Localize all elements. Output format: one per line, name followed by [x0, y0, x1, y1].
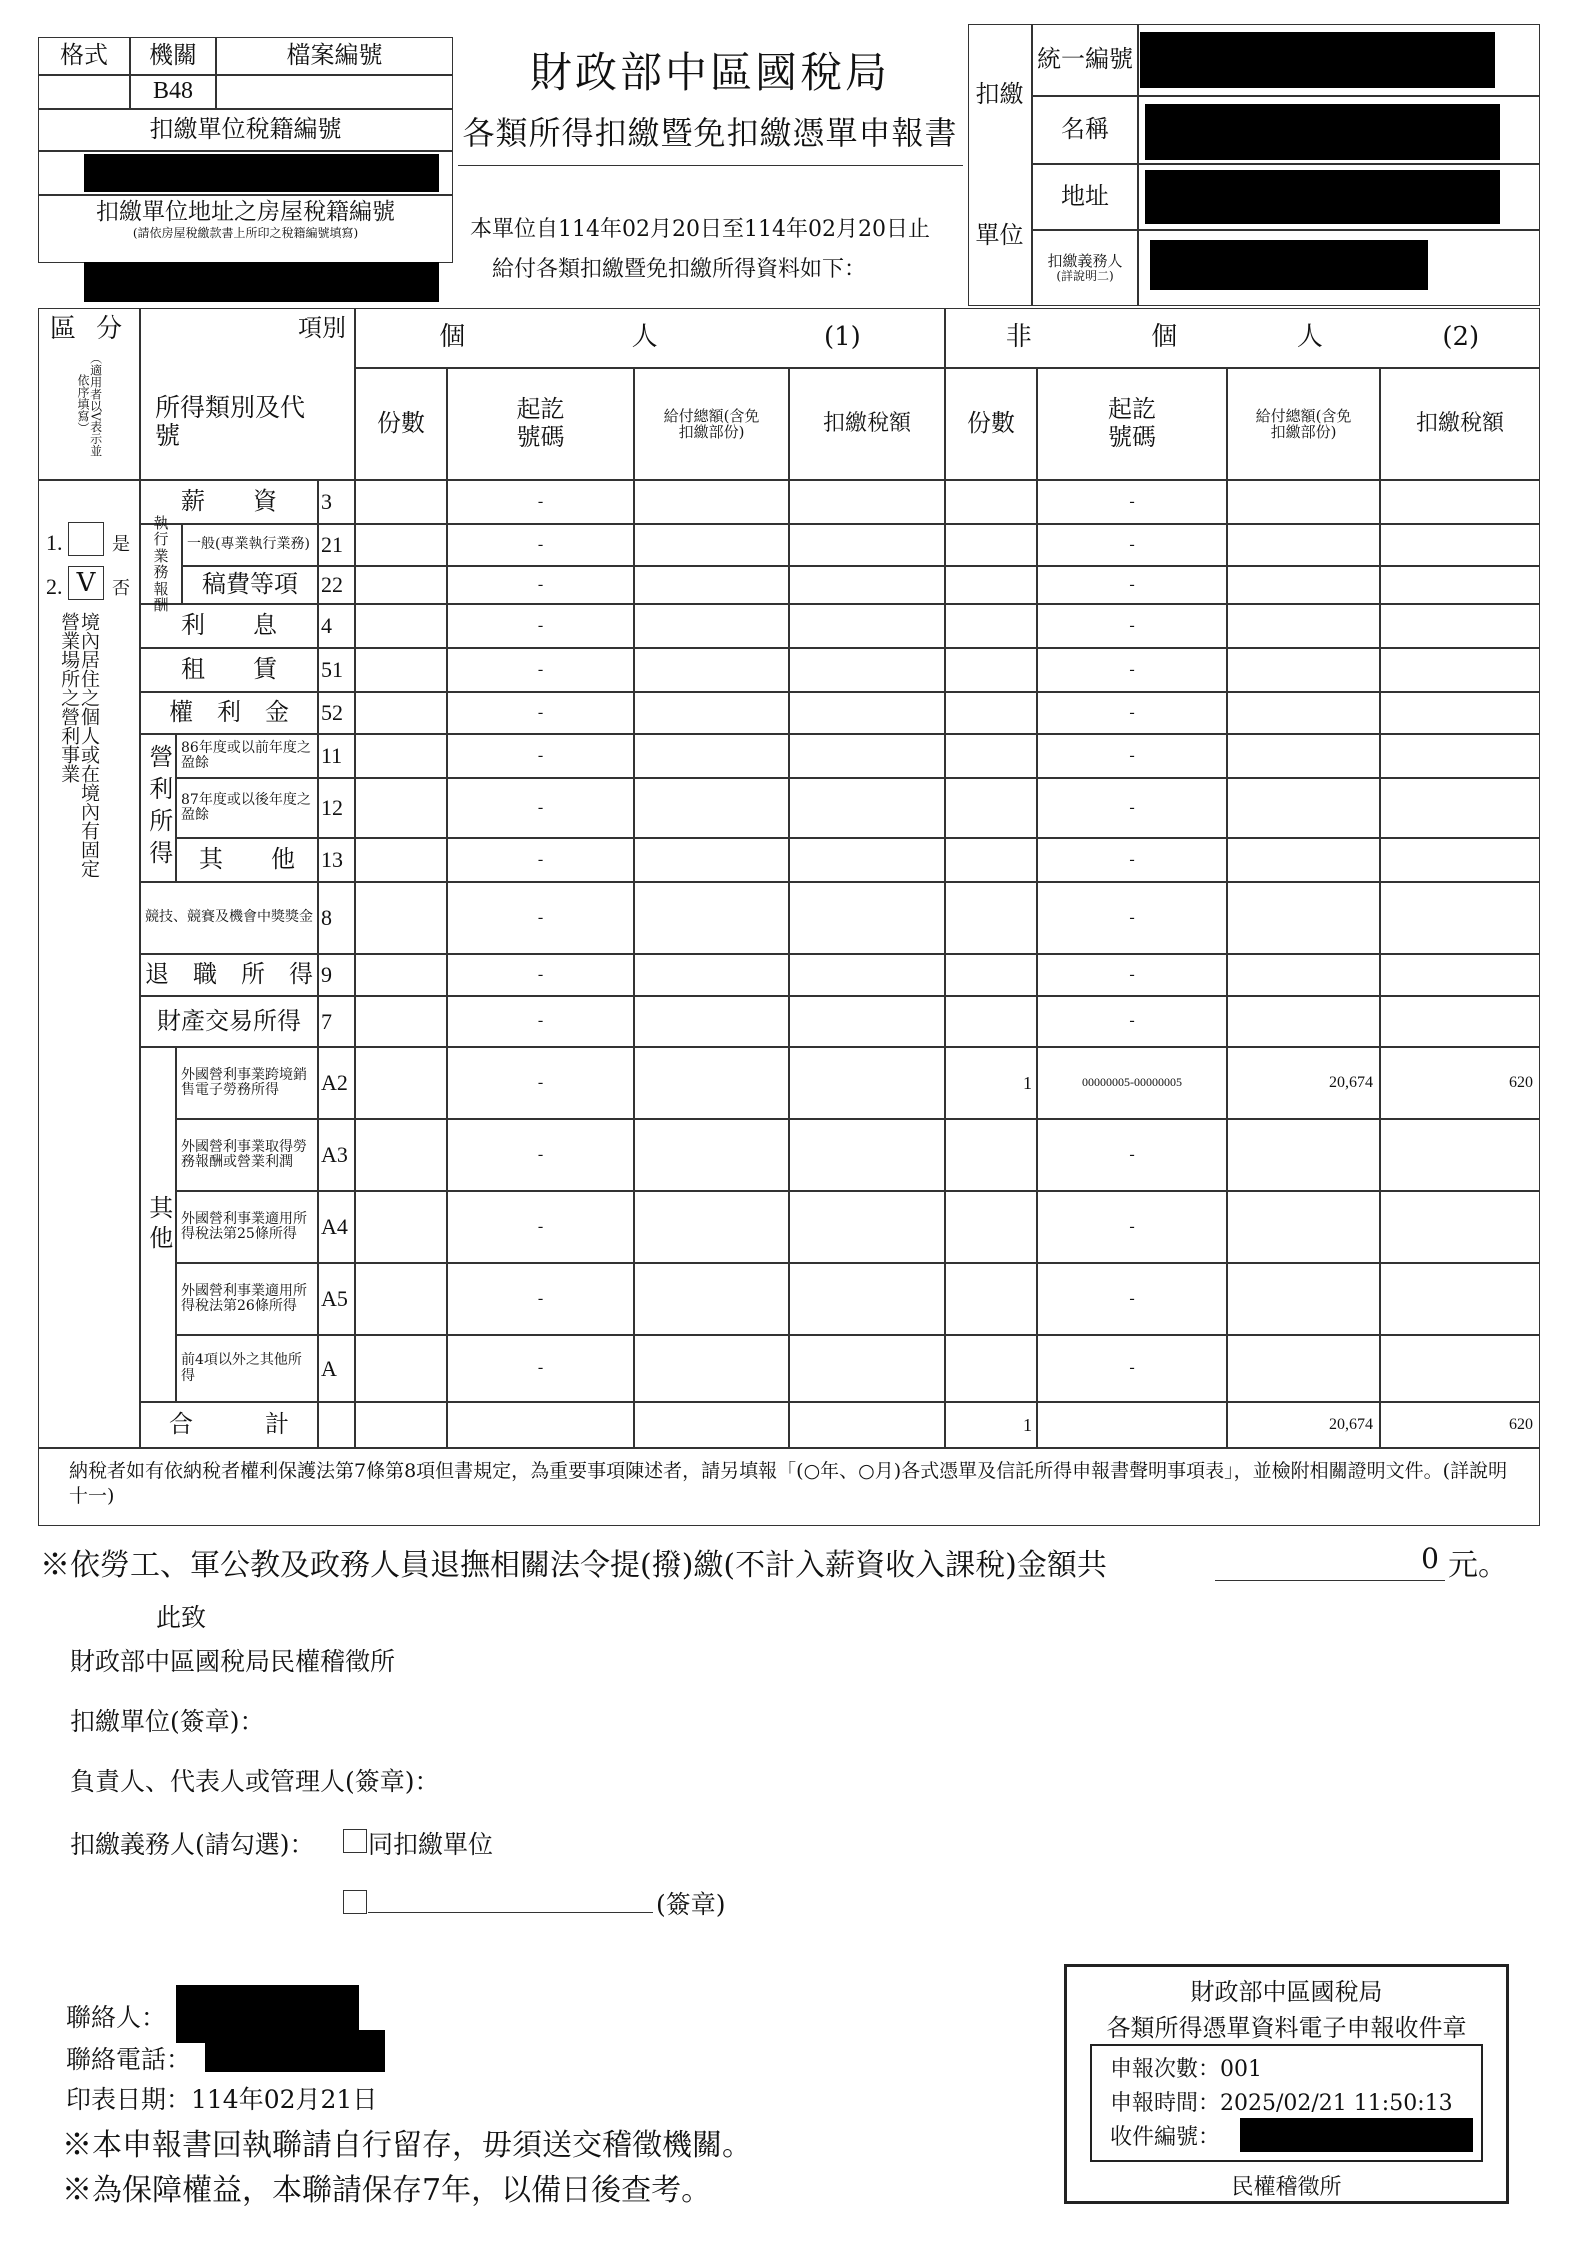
non-serial-cell: -	[1037, 838, 1227, 882]
salutation: 此致	[156, 1603, 207, 1632]
note-2: ※為保障權益，本聯請保存7年，以備日後查考。	[62, 2173, 712, 2208]
obligor-label-cell	[1032, 230, 1138, 306]
recipient: 財政部中區國稅局民權稽徵所	[70, 1647, 396, 1676]
ind-total-cell	[634, 882, 789, 954]
professional-group	[140, 513, 182, 614]
table-row-label: 外國營利事業適用所得稅法第25條所得	[176, 1191, 318, 1263]
non-total-cell	[1227, 734, 1380, 778]
format-label: 格式	[38, 37, 130, 75]
ind-count-cell	[355, 838, 447, 882]
ind-col-total-text: 給付總額(含免扣繳部份)	[663, 406, 760, 441]
individual-header-part: 人	[631, 322, 658, 353]
choice-1-text: 是	[112, 534, 130, 555]
stamp-line-1: 財政部中區國稅局	[1190, 1978, 1383, 2006]
ind-total-cell	[634, 604, 789, 648]
non-tax-cell	[1380, 1335, 1540, 1402]
non-tax-cell	[1380, 566, 1540, 604]
address-house-tax-label-cell	[38, 195, 453, 263]
ind-count-cell	[355, 1047, 447, 1119]
table-row-code: A5	[318, 1263, 355, 1335]
non-serial-cell: -	[1037, 480, 1227, 524]
ind-serial-cell: -	[447, 566, 634, 604]
table-row-label: 外國營利事業取得勞務報酬或營業利潤	[176, 1119, 318, 1191]
total-ind-count	[355, 1402, 447, 1448]
individual-header-part: (1)	[823, 322, 861, 353]
ind-serial-cell: -	[447, 692, 634, 734]
non-count-cell	[945, 1263, 1037, 1335]
ind-count-cell	[355, 734, 447, 778]
table-row-code: 22	[318, 566, 355, 604]
non-serial-cell: -	[1037, 778, 1227, 838]
period-line-2: 給付各類扣繳暨免扣繳所得資料如下：	[492, 257, 867, 282]
non-tax-cell	[1380, 996, 1540, 1047]
footnote: 納稅者如有依納稅者權利保護法第7條第8項但書規定，為重要事項陳述者，請另填報「(○年、○月)各式憑單及信託所得申報書聲明事項表」，並檢附相關證明文件。(詳說明十一)	[69, 1460, 1508, 1507]
non-total-cell	[1227, 996, 1380, 1047]
ind-total-cell	[634, 734, 789, 778]
non-count-cell	[945, 954, 1037, 996]
obligor-other-checkbox[interactable]	[343, 1890, 367, 1914]
form-title: 各類所得扣繳暨免扣繳憑單申報書	[462, 114, 958, 152]
ind-serial-cell: -	[447, 648, 634, 692]
ind-count-cell	[355, 692, 447, 734]
table-row-label: 利 息	[140, 604, 318, 648]
table-row-label: 薪 資	[140, 480, 318, 524]
obligor-choice-label: 扣繳義務人(請勾選)：	[70, 1830, 315, 1859]
table-row-code: A	[318, 1335, 355, 1402]
choice-2-checkbox[interactable]	[68, 566, 104, 600]
item-income-header-cell	[140, 308, 355, 480]
ind-serial-cell: -	[447, 778, 634, 838]
table-row-label: 財產交易所得	[140, 996, 318, 1047]
table-row-code: 52	[318, 692, 355, 734]
table-row-label: 86年度或以前年度之盈餘	[176, 734, 318, 778]
unit-label-bottom: 單位	[975, 220, 1024, 249]
table-row-label: 其 他	[176, 838, 318, 882]
ind-tax-cell	[789, 1047, 945, 1119]
non-count-cell	[945, 882, 1037, 954]
non-tax-cell	[1380, 648, 1540, 692]
table-row-label: 87年度或以後年度之盈餘	[176, 778, 318, 838]
choice-1-number: 1.	[46, 530, 63, 555]
ind-count-cell	[355, 1191, 447, 1263]
ind-count-cell	[355, 882, 447, 954]
non-col-serial	[1037, 368, 1227, 480]
total-ind-serial	[447, 1402, 634, 1448]
labor-line-text: ※依勞工、軍公教及政務人員退撫相關法令提(撥)繳(不計入薪資收入課稅)金額共	[40, 1548, 1107, 1583]
ind-serial-cell: -	[447, 1335, 634, 1402]
table-row-label: 前4項以外之其他所得	[176, 1335, 318, 1402]
non-count-cell	[945, 1119, 1037, 1191]
non-tax-cell: 620	[1380, 1047, 1540, 1119]
non-tax-cell	[1380, 838, 1540, 882]
table-row-label: 租 賃	[140, 648, 318, 692]
redacted-name	[1145, 104, 1500, 160]
ind-count-cell	[355, 648, 447, 692]
non-count-cell	[945, 1191, 1037, 1263]
ind-tax-cell	[789, 778, 945, 838]
contact-label: 聯絡人：	[66, 2003, 167, 2032]
ind-total-cell	[634, 778, 789, 838]
table-row-label: 外國營利事業跨境銷售電子勞務所得	[176, 1047, 318, 1119]
ind-count-cell	[355, 996, 447, 1047]
non-serial-cell: -	[1037, 1263, 1227, 1335]
non-count-cell	[945, 996, 1037, 1047]
non-tax-cell	[1380, 778, 1540, 838]
non-tax-cell	[1380, 734, 1540, 778]
individual-header-part: 個	[439, 322, 466, 353]
stamp-count: 申報次數：001	[1110, 2057, 1262, 2082]
non-serial-cell: -	[1037, 734, 1227, 778]
ind-col-serial	[447, 368, 634, 480]
non-total-cell	[1227, 778, 1380, 838]
non-count-cell	[945, 778, 1037, 838]
individual-header	[355, 308, 945, 368]
income-type-header: 所得類別及代號	[155, 392, 306, 451]
ind-count-cell	[355, 778, 447, 838]
non-total-cell	[1227, 882, 1380, 954]
ind-tax-cell	[789, 996, 945, 1047]
non-count-cell	[945, 1335, 1037, 1402]
table-row-code: 51	[318, 648, 355, 692]
ind-serial-cell: -	[447, 1047, 634, 1119]
ind-tax-cell	[789, 734, 945, 778]
total-non-serial	[1037, 1402, 1227, 1448]
non-col-total-text: 給付總額(含免扣繳部份)	[1255, 406, 1352, 441]
bureau-title: 財政部中區國稅局	[529, 48, 890, 97]
phone-label: 聯絡電話：	[66, 2045, 192, 2074]
non-col-total	[1227, 368, 1380, 480]
unit-label-cell	[968, 24, 1032, 306]
ind-count-cell	[355, 1335, 447, 1402]
category-note: （適用者以V表示並依序填寫）	[76, 351, 103, 457]
table-row-code: 9	[318, 954, 355, 996]
ind-serial-cell: -	[447, 734, 634, 778]
ind-serial-cell: -	[447, 524, 634, 566]
stamp-time: 申報時間：2025/02/21 11:50:13	[1110, 2091, 1453, 2116]
total-non-tax: 620	[1380, 1402, 1540, 1448]
file-no-value	[216, 75, 453, 109]
total-code-cell	[318, 1402, 355, 1448]
ind-tax-cell	[789, 1335, 945, 1402]
total-ind-total	[634, 1402, 789, 1448]
table-row-label: 外國營利事業適用所得稅法第26條所得	[176, 1263, 318, 1335]
non-total-cell	[1227, 838, 1380, 882]
table-row-code: A2	[318, 1047, 355, 1119]
non-serial-cell: -	[1037, 882, 1227, 954]
ind-total-cell	[634, 648, 789, 692]
ind-total-cell	[634, 692, 789, 734]
non-total-cell	[1227, 1335, 1380, 1402]
table-row-code: 12	[318, 778, 355, 838]
non-serial-cell: -	[1037, 692, 1227, 734]
redacted-uniform-no	[1140, 32, 1495, 88]
non-serial-cell: -	[1037, 1191, 1227, 1263]
ind-count-cell	[355, 1263, 447, 1335]
total-ind-tax	[789, 1402, 945, 1448]
non-serial-cell: -	[1037, 604, 1227, 648]
name-label: 名稱	[1032, 96, 1138, 164]
obligor-other-line[interactable]	[368, 1912, 653, 1913]
ind-col-count: 份數	[355, 368, 447, 480]
ind-count-cell	[355, 566, 447, 604]
choice-2-number: 2.	[46, 574, 63, 599]
title-underline	[458, 165, 963, 166]
non-tax-cell	[1380, 692, 1540, 734]
non-serial-cell: 00000005-00000005	[1037, 1047, 1227, 1119]
table-row-code: 4	[318, 604, 355, 648]
ind-total-cell	[634, 1335, 789, 1402]
file-no-label: 檔案編號	[216, 37, 453, 75]
item-header: 項別	[298, 314, 346, 342]
ind-total-cell	[634, 524, 789, 566]
labor-line-unit: 元。	[1448, 1548, 1508, 1583]
ind-tax-cell	[789, 648, 945, 692]
ind-count-cell	[355, 604, 447, 648]
unit-label-top: 扣繳	[975, 79, 1024, 108]
non-individual-header-part: 非	[1005, 322, 1032, 353]
obligor-label: 扣繳義務人	[1047, 252, 1123, 271]
non-total-cell	[1227, 524, 1380, 566]
category-header: 區 分	[49, 314, 129, 344]
table-row-code: A3	[318, 1119, 355, 1191]
non-individual-header	[945, 308, 1540, 368]
table-row-code: 3	[318, 480, 355, 524]
uniform-no-label: 統一編號	[1032, 24, 1138, 96]
non-tax-cell	[1380, 524, 1540, 566]
non-count-cell: 1	[945, 1047, 1037, 1119]
non-col-tax: 扣繳稅額	[1380, 368, 1540, 480]
non-serial-cell: -	[1037, 1335, 1227, 1402]
table-row-code: 8	[318, 882, 355, 954]
ind-col-tax: 扣繳稅額	[789, 368, 945, 480]
non-total-cell	[1227, 1263, 1380, 1335]
table-row-code: A4	[318, 1191, 355, 1263]
ind-total-cell	[634, 1047, 789, 1119]
non-count-cell	[945, 734, 1037, 778]
ind-total-cell	[634, 480, 789, 524]
category-vertical-note: 境內居住之個人或在境內有固定營業場所之營利事業	[58, 612, 100, 878]
ind-count-cell	[355, 1119, 447, 1191]
ind-serial-cell: -	[447, 1191, 634, 1263]
address-house-tax-label: 扣繳單位地址之房屋稅籍編號	[96, 199, 395, 225]
ind-col-serial-text: 起訖號碼	[516, 395, 565, 451]
labor-line-amount: 0	[1421, 1542, 1439, 1575]
stamp-footer: 民權稽徵所	[1231, 2175, 1342, 2200]
other-group	[140, 1047, 176, 1402]
profit-group-label: 營利所得	[144, 744, 173, 872]
ind-total-cell	[634, 1191, 789, 1263]
table-row-label: 一般(專業執行業務)	[182, 524, 318, 566]
non-count-cell	[945, 838, 1037, 882]
table-row-code: 21	[318, 524, 355, 566]
non-serial-cell: -	[1037, 566, 1227, 604]
table-row-label: 競技、競賽及機會中獎獎金	[140, 882, 318, 954]
other-group-label: 其他	[144, 1194, 173, 1255]
category-header-cell	[38, 308, 140, 480]
non-count-cell	[945, 480, 1037, 524]
ind-total-cell	[634, 1119, 789, 1191]
print-date: 印表日期：114年02月21日	[66, 2085, 378, 2114]
total-non-total: 20,674	[1227, 1402, 1380, 1448]
ind-tax-cell	[789, 1263, 945, 1335]
choice-2-text: 否	[112, 578, 130, 599]
ind-serial-cell: -	[447, 1119, 634, 1191]
format-value	[38, 75, 130, 109]
redacted-address	[1145, 170, 1500, 224]
ind-tax-cell	[789, 838, 945, 882]
ind-tax-cell	[789, 566, 945, 604]
table-row-code: 11	[318, 734, 355, 778]
obligor-same-text: 同扣繳單位	[368, 1830, 494, 1859]
non-tax-cell	[1380, 1191, 1540, 1263]
non-individual-header-part: 個	[1151, 322, 1178, 353]
ind-tax-cell	[789, 604, 945, 648]
non-total-cell: 20,674	[1227, 1047, 1380, 1119]
profit-group	[140, 734, 176, 882]
professional-group-label: 執行業務報酬	[153, 513, 169, 614]
redacted-tax-id	[84, 154, 439, 192]
non-count-cell	[945, 566, 1037, 604]
address-label: 地址	[1032, 164, 1138, 230]
non-tax-cell	[1380, 954, 1540, 996]
ind-tax-cell	[789, 882, 945, 954]
non-col-serial-text: 起訖號碼	[1108, 395, 1156, 451]
choice-2-mark: V	[76, 568, 96, 598]
non-count-cell	[945, 524, 1037, 566]
ind-total-cell	[634, 566, 789, 604]
ind-tax-cell	[789, 692, 945, 734]
ind-tax-cell	[789, 524, 945, 566]
ind-total-cell	[634, 954, 789, 996]
agency-label: 機關	[130, 37, 216, 75]
obligor-note: (詳說明二)	[1056, 268, 1114, 283]
ind-count-cell	[355, 524, 447, 566]
obligor-other-suffix: (簽章)	[656, 1890, 726, 1919]
stamp-receipt-label: 收件編號：	[1110, 2125, 1221, 2150]
non-total-cell	[1227, 1119, 1380, 1191]
ind-total-cell	[634, 838, 789, 882]
ind-serial-cell: -	[447, 996, 634, 1047]
ind-tax-cell	[789, 480, 945, 524]
non-count-cell	[945, 604, 1037, 648]
agency-code: B48	[130, 75, 216, 109]
non-serial-cell: -	[1037, 648, 1227, 692]
total-non-count: 1	[945, 1402, 1037, 1448]
note-1: ※本申報書回執聯請自行留存，毋須送交稽徵機關。	[62, 2128, 752, 2163]
withholder-tax-id-label: 扣繳單位稅籍編號	[38, 109, 453, 151]
non-tax-cell	[1380, 480, 1540, 524]
obligor-same-checkbox[interactable]	[343, 1829, 367, 1853]
period-line-1: 本單位自114年02月20日至114年02月20日止	[470, 217, 930, 242]
ind-serial-cell: -	[447, 1263, 634, 1335]
redacted-house-tax-id	[84, 262, 439, 302]
ind-serial-cell: -	[447, 604, 634, 648]
non-total-cell	[1227, 1191, 1380, 1263]
table-row-code: 13	[318, 838, 355, 882]
non-serial-cell: -	[1037, 1119, 1227, 1191]
non-serial-cell: -	[1037, 996, 1227, 1047]
ind-count-cell	[355, 480, 447, 524]
address-house-tax-note: (請依房屋稅繳款書上所印之稅籍編號填寫)	[132, 226, 359, 241]
ind-serial-cell: -	[447, 480, 634, 524]
non-serial-cell: -	[1037, 524, 1227, 566]
footnote-cell	[38, 1448, 1540, 1526]
ind-serial-cell: -	[447, 882, 634, 954]
redacted-receipt-no	[1240, 2118, 1473, 2152]
non-total-cell	[1227, 566, 1380, 604]
non-total-cell	[1227, 604, 1380, 648]
ind-count-cell	[355, 954, 447, 996]
non-total-cell	[1227, 648, 1380, 692]
ind-serial-cell: -	[447, 954, 634, 996]
withholder-sign: 扣繳單位(簽章)：	[70, 1707, 265, 1736]
table-row-label: 退 職 所 得	[140, 954, 318, 996]
non-tax-cell	[1380, 1119, 1540, 1191]
non-tax-cell	[1380, 1263, 1540, 1335]
non-tax-cell	[1380, 604, 1540, 648]
ind-tax-cell	[789, 954, 945, 996]
non-total-cell	[1227, 692, 1380, 734]
table-row-label: 稿費等項	[182, 566, 318, 604]
non-total-cell	[1227, 954, 1380, 996]
non-individual-header-part: (2)	[1442, 322, 1480, 353]
stamp-line-2: 各類所得憑單資料電子申報收件章	[1106, 2014, 1467, 2042]
ind-serial-cell: -	[447, 838, 634, 882]
ind-tax-cell	[789, 1119, 945, 1191]
ind-col-total	[634, 368, 789, 480]
ind-total-cell	[634, 1263, 789, 1335]
responsible-sign: 負責人、代表人或管理人(簽章)：	[70, 1767, 440, 1796]
non-count-cell	[945, 648, 1037, 692]
total-label: 合 計	[140, 1402, 318, 1448]
redacted-phone	[205, 2030, 385, 2072]
ind-tax-cell	[789, 1191, 945, 1263]
redacted-obligor	[1150, 240, 1428, 290]
non-col-count: 份數	[945, 368, 1037, 480]
non-tax-cell	[1380, 882, 1540, 954]
non-serial-cell: -	[1037, 954, 1227, 996]
non-count-cell	[945, 692, 1037, 734]
non-total-cell	[1227, 480, 1380, 524]
table-row-label: 權 利 金	[140, 692, 318, 734]
table-row-code: 7	[318, 996, 355, 1047]
labor-line-amount-field[interactable]	[1215, 1542, 1445, 1581]
choice-1-checkbox[interactable]	[68, 522, 104, 556]
non-individual-header-part: 人	[1296, 322, 1323, 353]
ind-total-cell	[634, 996, 789, 1047]
